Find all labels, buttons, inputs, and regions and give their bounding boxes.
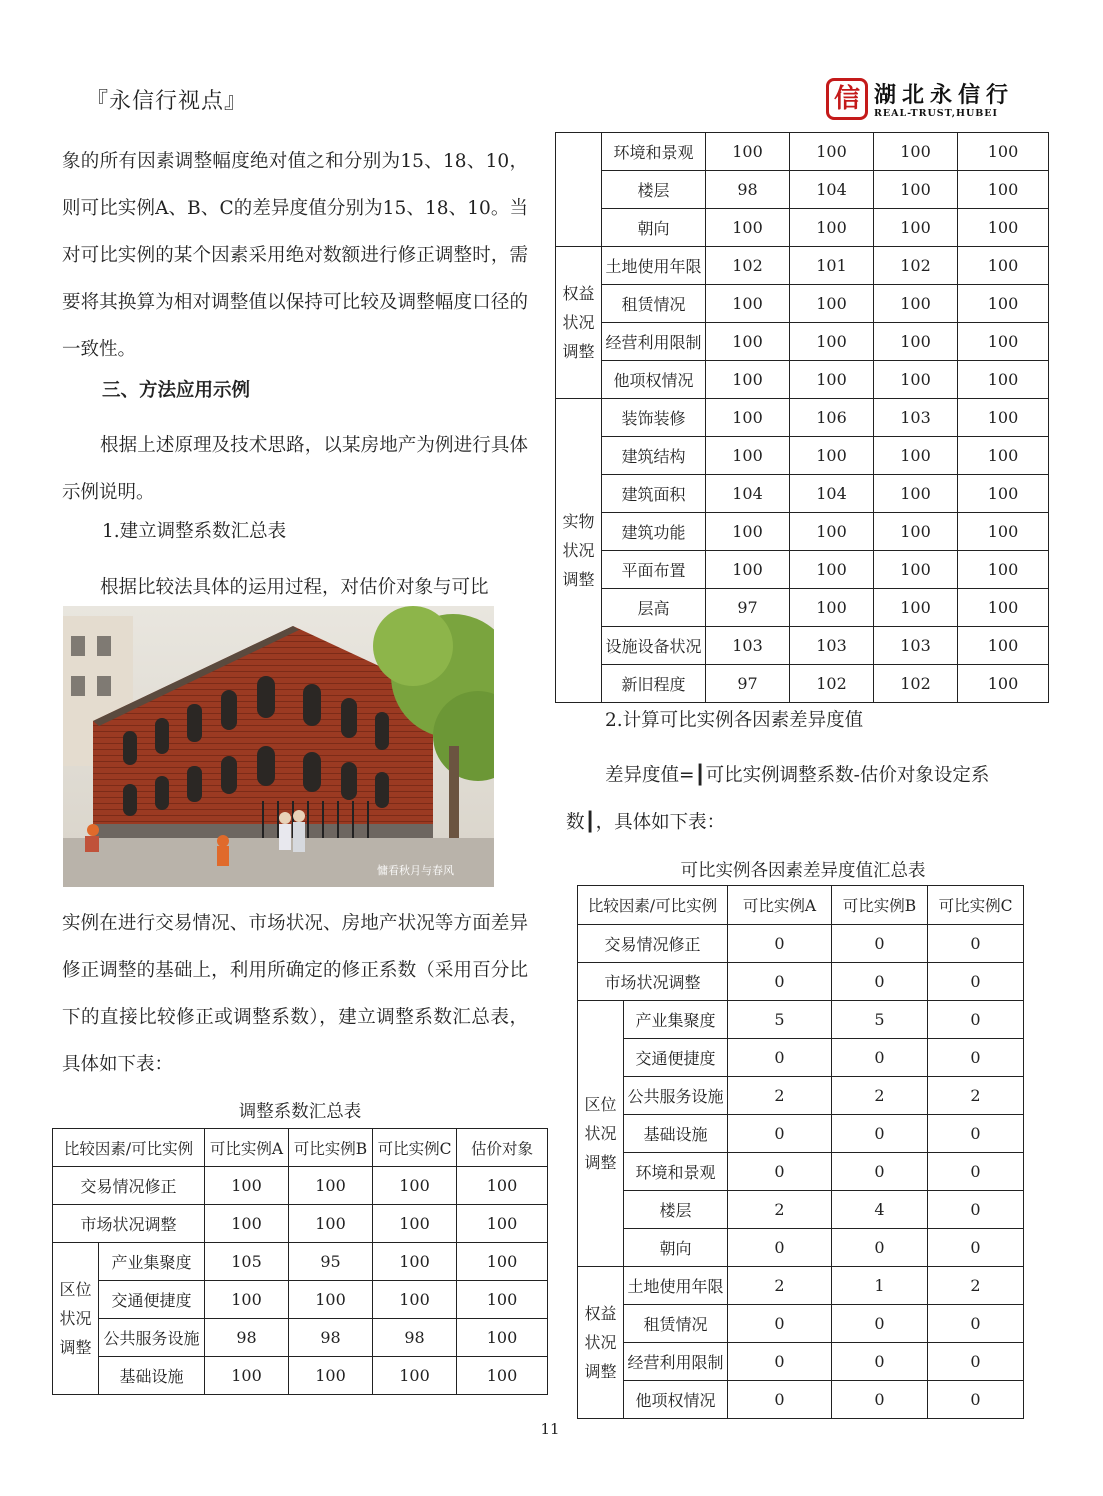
row-label: 平面布置 [602, 551, 706, 589]
table-row [556, 513, 1049, 551]
cell-value: 0 [728, 1343, 832, 1381]
row-label: 装饰装修 [602, 399, 706, 437]
row-label: 交通便捷度 [99, 1281, 205, 1319]
row-label: 他项权情况 [624, 1381, 728, 1419]
cell-value: 100 [457, 1205, 548, 1243]
cell-value: 2 [928, 1267, 1024, 1305]
cell-value: 100 [790, 437, 874, 475]
table-row [578, 1001, 1024, 1039]
cell-value: 100 [457, 1167, 548, 1205]
cell-value: 0 [928, 1001, 1024, 1039]
table-row [556, 589, 1049, 627]
row-label: 经营利用限制 [602, 323, 706, 361]
table-row [53, 1167, 548, 1205]
cell-value: 0 [928, 1153, 1024, 1191]
row-label: 建筑结构 [602, 437, 706, 475]
cell-value: 100 [373, 1281, 457, 1319]
cell-value: 100 [289, 1281, 373, 1319]
table-header-row [578, 886, 1024, 925]
table-row [578, 1267, 1024, 1305]
cell-value: 100 [958, 513, 1049, 551]
cell-value: 0 [832, 1343, 928, 1381]
cell-value: 2 [928, 1077, 1024, 1115]
cell-value: 100 [457, 1357, 548, 1395]
cell-value: 0 [728, 925, 832, 963]
adjustment-coefficient-table-continued [555, 132, 1049, 703]
row-label: 公共服务设施 [624, 1077, 728, 1115]
cell-value: 100 [958, 589, 1049, 627]
row-label: 楼层 [602, 171, 706, 209]
paragraph-process-start: 根据比较法具体的运用过程，对估价对象与可比 [100, 577, 489, 598]
cell-value: 100 [790, 209, 874, 247]
cell-value: 100 [874, 323, 958, 361]
cell-value: 100 [706, 513, 790, 551]
cell-value: 95 [289, 1243, 373, 1281]
cell-value: 100 [205, 1357, 289, 1395]
cell-value: 100 [790, 133, 874, 171]
cell-value: 100 [706, 209, 790, 247]
cell-value: 100 [706, 133, 790, 171]
paragraph-example-intro [62, 422, 528, 516]
step-2-heading: 2.计算可比实例各因素差异度值 [605, 710, 864, 731]
row-label: 产业集聚度 [624, 1001, 728, 1039]
cell-value: 100 [373, 1357, 457, 1395]
cell-value: 0 [832, 1153, 928, 1191]
cell-value: 100 [958, 437, 1049, 475]
cell-value: 100 [958, 665, 1049, 703]
cell-value: 100 [874, 475, 958, 513]
cell-value: 98 [205, 1319, 289, 1357]
table-row [578, 1077, 1024, 1115]
cell-value: 0 [832, 925, 928, 963]
table-row [578, 1229, 1024, 1267]
cell-value: 100 [790, 589, 874, 627]
cell-value: 100 [706, 323, 790, 361]
table-row [556, 361, 1049, 399]
logo-seal: 信 [826, 78, 868, 120]
cell-value: 0 [928, 963, 1024, 1001]
row-label: 租赁情况 [602, 285, 706, 323]
cell-value: 101 [790, 247, 874, 285]
cell-value: 2 [728, 1077, 832, 1115]
cell-value: 0 [728, 1305, 832, 1343]
page-header-title: 『永信行视点』 [86, 89, 248, 114]
row-label: 建筑功能 [602, 513, 706, 551]
table-row [556, 171, 1049, 209]
cell-value: 0 [832, 1381, 928, 1419]
row-label: 楼层 [624, 1191, 728, 1229]
table-row [556, 285, 1049, 323]
header-cell: 可比实例C [928, 886, 1024, 925]
table-row [556, 133, 1049, 171]
cell-value: 5 [832, 1001, 928, 1039]
cell-value: 100 [373, 1243, 457, 1281]
cell-value: 100 [958, 133, 1049, 171]
paragraph-process-end: 实例在进行交易情况、市场状况、房地产状况等方面差异修正调整的基础上，利用所确定的修正系数（采用百分比下的直接比较修正或调整系数），建立调整系数汇总表，具体如下表： [62, 913, 528, 1075]
cell-value: 104 [790, 171, 874, 209]
cell-value: 4 [832, 1191, 928, 1229]
cell-value: 103 [874, 399, 958, 437]
cell-value: 103 [706, 627, 790, 665]
cell-value: 0 [728, 1039, 832, 1077]
cell-value: 102 [790, 665, 874, 703]
cell-value: 100 [790, 285, 874, 323]
cell-value: 98 [706, 171, 790, 209]
header-cell: 可比实例A [205, 1129, 289, 1167]
cell-value: 97 [706, 589, 790, 627]
cell-value: 100 [958, 627, 1049, 665]
table-row [578, 1115, 1024, 1153]
logo-english: REAL-TRUST,HUBEI [874, 108, 998, 119]
table-row [556, 209, 1049, 247]
row-label: 交易情况修正 [53, 1167, 205, 1205]
cell-value: 100 [874, 361, 958, 399]
photo-watermark: 慵看秋月与春风 [377, 864, 454, 877]
table-row [556, 665, 1049, 703]
table-row [578, 1039, 1024, 1077]
cell-value: 0 [728, 1115, 832, 1153]
difference-formula-end: 数┃，具体如下表： [566, 812, 726, 833]
cell-value: 0 [728, 963, 832, 1001]
cell-value: 0 [832, 1039, 928, 1077]
cell-value: 100 [706, 361, 790, 399]
row-label: 租赁情况 [624, 1305, 728, 1343]
cell-value: 100 [874, 551, 958, 589]
table-row [578, 1343, 1024, 1381]
cell-value: 100 [790, 551, 874, 589]
cell-value: 100 [958, 551, 1049, 589]
paragraph-example-intro-text: 根据上述原理及技术思路，以某房地产为例进行具体示例说明。 [62, 435, 528, 503]
row-label: 市场状况调整 [53, 1205, 205, 1243]
cell-value: 0 [928, 1191, 1024, 1229]
table-row [53, 1243, 548, 1281]
table-row [556, 437, 1049, 475]
cell-value: 0 [928, 1343, 1024, 1381]
header-cell: 比较因素/可比实例 [578, 886, 728, 925]
row-label: 环境和景观 [624, 1153, 728, 1191]
table-row [556, 399, 1049, 437]
cell-value: 0 [928, 1381, 1024, 1419]
cell-value: 0 [832, 963, 928, 1001]
difference-formula: 差异度值=┃可比实例调整系数-估价对象设定系 [605, 765, 990, 786]
cell-value: 0 [728, 1381, 832, 1419]
table-row [578, 925, 1024, 963]
cell-value: 100 [874, 209, 958, 247]
cell-value: 5 [728, 1001, 832, 1039]
row-label: 朝向 [624, 1229, 728, 1267]
cell-value: 100 [706, 551, 790, 589]
table-row [578, 1305, 1024, 1343]
building-photo [63, 606, 494, 887]
row-label: 产业集聚度 [99, 1243, 205, 1281]
cell-value: 100 [373, 1167, 457, 1205]
cell-value: 0 [832, 1229, 928, 1267]
building-photo-illustration [63, 606, 494, 887]
logo-name: 湖北永信行 [874, 83, 1015, 108]
section-heading-3: 三、方法应用示例 [102, 380, 251, 401]
difference-value-table [577, 885, 1024, 1419]
table-row [53, 1357, 548, 1395]
cell-value: 0 [832, 1115, 928, 1153]
cell-value: 103 [874, 627, 958, 665]
cell-value: 100 [958, 171, 1049, 209]
row-label: 建筑面积 [602, 475, 706, 513]
cell-value: 0 [928, 1305, 1024, 1343]
header-cell: 可比实例C [373, 1129, 457, 1167]
row-label: 新旧程度 [602, 665, 706, 703]
cell-value: 100 [457, 1281, 548, 1319]
cell-value: 102 [874, 665, 958, 703]
cell-value: 104 [706, 475, 790, 513]
table1-caption: 调整系数汇总表 [238, 1102, 362, 1122]
table-row [556, 247, 1049, 285]
cell-value: 100 [790, 323, 874, 361]
row-label: 设施设备状况 [602, 627, 706, 665]
cell-value: 100 [457, 1319, 548, 1357]
row-label: 公共服务设施 [99, 1319, 205, 1357]
cell-value: 100 [205, 1205, 289, 1243]
table-row [578, 1191, 1024, 1229]
cell-value: 2 [832, 1077, 928, 1115]
row-label: 基础设施 [99, 1357, 205, 1395]
group-label: 区位状况调整 [578, 1001, 624, 1267]
cell-value: 100 [373, 1205, 457, 1243]
cell-value: 0 [728, 1153, 832, 1191]
cell-value: 100 [205, 1167, 289, 1205]
row-label: 土地使用年限 [602, 247, 706, 285]
row-label: 土地使用年限 [624, 1267, 728, 1305]
cell-value: 100 [706, 285, 790, 323]
cell-value: 1 [832, 1267, 928, 1305]
cell-value: 0 [928, 1039, 1024, 1077]
row-label: 交易情况修正 [578, 925, 728, 963]
cell-value: 2 [728, 1191, 832, 1229]
table-row [556, 627, 1049, 665]
cell-value: 100 [958, 475, 1049, 513]
table-row [53, 1205, 548, 1243]
table-row [53, 1319, 548, 1357]
table-header-row [53, 1129, 548, 1167]
cell-value: 100 [790, 513, 874, 551]
header-cell: 估价对象 [457, 1129, 548, 1167]
cell-value: 100 [874, 589, 958, 627]
company-logo [826, 78, 1030, 122]
cell-value: 102 [706, 247, 790, 285]
paragraph-difference-sum: 象的所有因素调整幅度绝对值之和分别为15、18、10，则可比实例A、B、C的差异度值分别为15、18、10。当对可比实例的某个因素采用绝对数额进行修正调整时，需要将其换算为相对调整值以保持可比较及调整幅度口径的一致性。 [62, 151, 528, 360]
page-number: 11 [540, 1420, 560, 1438]
cell-value: 100 [958, 361, 1049, 399]
table-row [556, 323, 1049, 361]
row-label: 交通便捷度 [624, 1039, 728, 1077]
cell-value: 100 [289, 1167, 373, 1205]
cell-value: 98 [289, 1319, 373, 1357]
table-row [556, 551, 1049, 589]
cell-value: 100 [289, 1205, 373, 1243]
cell-value: 97 [706, 665, 790, 703]
header-cell: 可比实例A [728, 886, 832, 925]
group-label: 权益状况调整 [578, 1267, 624, 1419]
header-cell: 比较因素/可比实例 [53, 1129, 205, 1167]
cell-value: 100 [958, 285, 1049, 323]
cell-value: 105 [205, 1243, 289, 1281]
cell-value: 100 [205, 1281, 289, 1319]
cell-value: 100 [958, 209, 1049, 247]
step-1-heading: 1.建立调整系数汇总表 [102, 521, 287, 542]
table-row [578, 1153, 1024, 1191]
cell-value: 0 [928, 1229, 1024, 1267]
row-label: 经营利用限制 [624, 1343, 728, 1381]
cell-value: 100 [289, 1357, 373, 1395]
cell-value: 100 [874, 285, 958, 323]
cell-value: 100 [706, 437, 790, 475]
cell-value: 100 [457, 1243, 548, 1281]
cell-value: 100 [958, 399, 1049, 437]
group-label: 权益状况调整 [556, 247, 602, 399]
cell-value: 100 [874, 513, 958, 551]
row-label: 朝向 [602, 209, 706, 247]
table-row [53, 1281, 548, 1319]
cell-value: 106 [790, 399, 874, 437]
cell-value: 100 [874, 133, 958, 171]
cell-value: 100 [874, 171, 958, 209]
header-cell: 可比实例B [289, 1129, 373, 1167]
cell-value: 104 [790, 475, 874, 513]
row-label: 他项权情况 [602, 361, 706, 399]
cell-value: 2 [728, 1267, 832, 1305]
table-row [578, 1381, 1024, 1419]
row-label: 基础设施 [624, 1115, 728, 1153]
cell-value: 102 [874, 247, 958, 285]
row-label: 环境和景观 [602, 133, 706, 171]
adjustment-coefficient-table [52, 1128, 548, 1395]
cell-value: 0 [928, 1115, 1024, 1153]
table-row [578, 963, 1024, 1001]
cell-value: 100 [874, 437, 958, 475]
cell-value: 98 [373, 1319, 457, 1357]
cell-value: 103 [790, 627, 874, 665]
cell-value: 0 [928, 925, 1024, 963]
cell-value: 0 [832, 1305, 928, 1343]
group-label: 实物状况调整 [556, 399, 602, 703]
row-label: 市场状况调整 [578, 963, 728, 1001]
cell-value: 100 [958, 247, 1049, 285]
table-row [556, 475, 1049, 513]
header-cell: 可比实例B [832, 886, 928, 925]
row-label: 层高 [602, 589, 706, 627]
group-label-continued [556, 133, 602, 247]
group-label: 区位状况调整 [53, 1243, 99, 1395]
cell-value: 0 [728, 1229, 832, 1267]
table3-caption: 可比实例各因素差异度值汇总表 [680, 861, 926, 881]
cell-value: 100 [790, 361, 874, 399]
cell-value: 100 [706, 399, 790, 437]
cell-value: 100 [958, 323, 1049, 361]
